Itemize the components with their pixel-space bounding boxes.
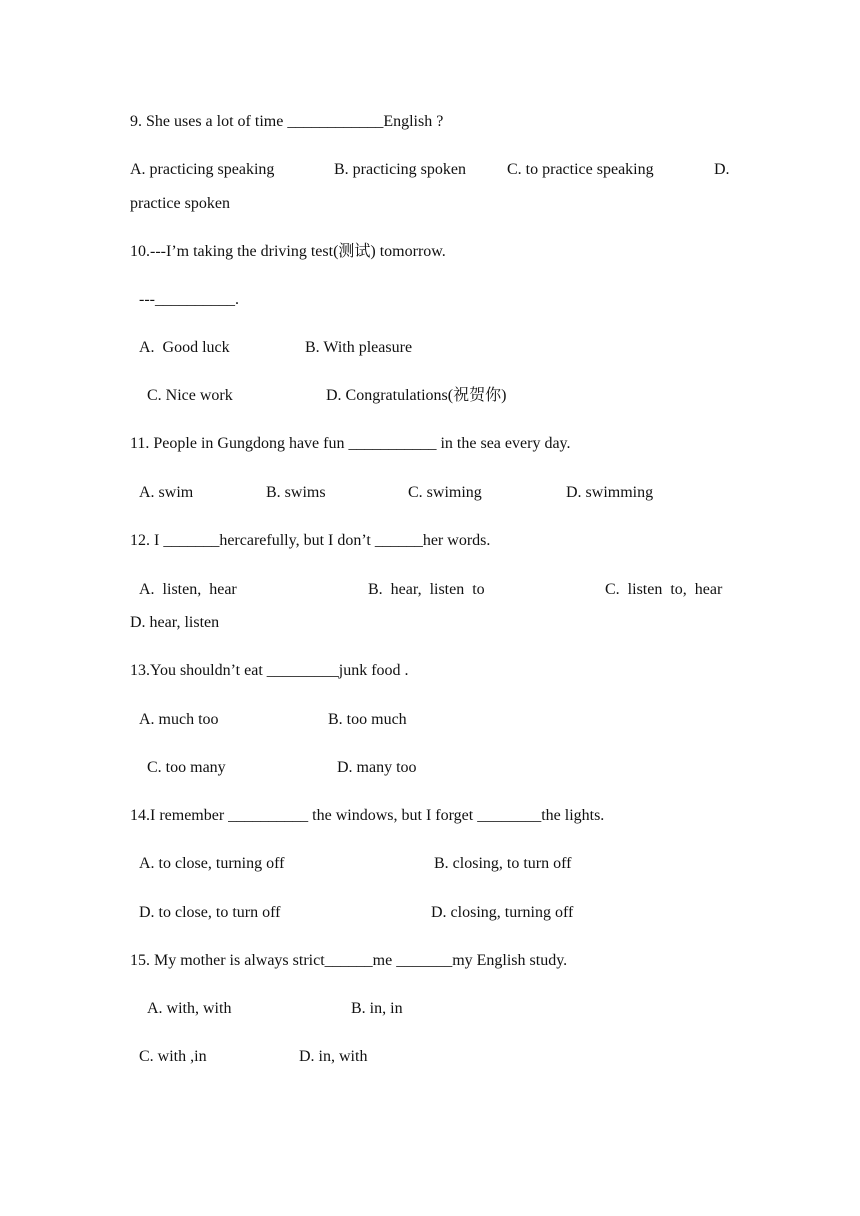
question-11-option-a: A. swim <box>139 484 194 501</box>
question-10-stem: 10.---I’m taking the driving test(测试) tomorrow. <box>130 243 446 260</box>
question-10-option-a: A. Good luck <box>139 339 230 356</box>
question-9-option-a: A. practicing speaking <box>130 161 275 178</box>
question-11-option-d: D. swimming <box>566 484 654 501</box>
question-10-option-b: B. With pleasure <box>305 339 413 356</box>
question-14-option-a: A. to close, turning off <box>139 855 285 872</box>
question-11-option-b: B. swims <box>266 484 326 501</box>
question-10-reply: ---__________. <box>139 291 239 308</box>
question-13-option-c: C. too many <box>147 759 226 776</box>
question-13-option-d: D. many too <box>337 759 417 776</box>
question-10-option-c: C. Nice work <box>147 387 233 404</box>
question-15-option-c: C. with ,in <box>139 1048 207 1065</box>
question-14-option-b: B. closing, to turn off <box>434 855 572 872</box>
question-13-option-a: A. much too <box>139 711 219 728</box>
question-12-option-a: A. listen, hear <box>139 581 237 598</box>
question-12-option-b: B. hear, listen to <box>368 581 485 598</box>
question-14-option-d: D. closing, turning off <box>431 904 574 921</box>
question-14-option-c: D. to close, to turn off <box>139 904 281 921</box>
question-15-option-d: D. in, with <box>299 1048 368 1065</box>
question-9-option-c: C. to practice speaking <box>507 161 654 178</box>
question-9-option-d-text: practice spoken <box>130 195 230 212</box>
question-13-stem: 13.You shouldn’t eat _________junk food . <box>130 662 409 679</box>
question-9-option-d-label: D. <box>714 161 730 178</box>
question-11-option-c: C. swiming <box>408 484 482 501</box>
question-13-option-b: B. too much <box>328 711 407 728</box>
question-15-option-a: A. with, with <box>147 1000 232 1017</box>
question-10-option-d: D. Congratulations(祝贺你) <box>326 387 507 404</box>
question-14-stem: 14.I remember __________ the windows, but I forget ________the lights. <box>130 807 605 824</box>
question-9-stem: 9. She uses a lot of time ____________English ? <box>130 113 444 130</box>
question-12-option-d: D. hear, listen <box>130 614 220 631</box>
question-11-stem: 11. People in Gungdong have fun ___________ in the sea every day. <box>130 435 571 452</box>
question-9-option-b: B. practicing spoken <box>334 161 466 178</box>
question-15-stem: 15. My mother is always strict______me _______my English study. <box>130 952 568 969</box>
question-12-stem: 12. I _______hercarefully, but I don’t ______her words. <box>130 532 491 549</box>
question-12-option-c: C. listen to, hear <box>605 581 723 598</box>
question-15-option-b: B. in, in <box>351 1000 403 1017</box>
